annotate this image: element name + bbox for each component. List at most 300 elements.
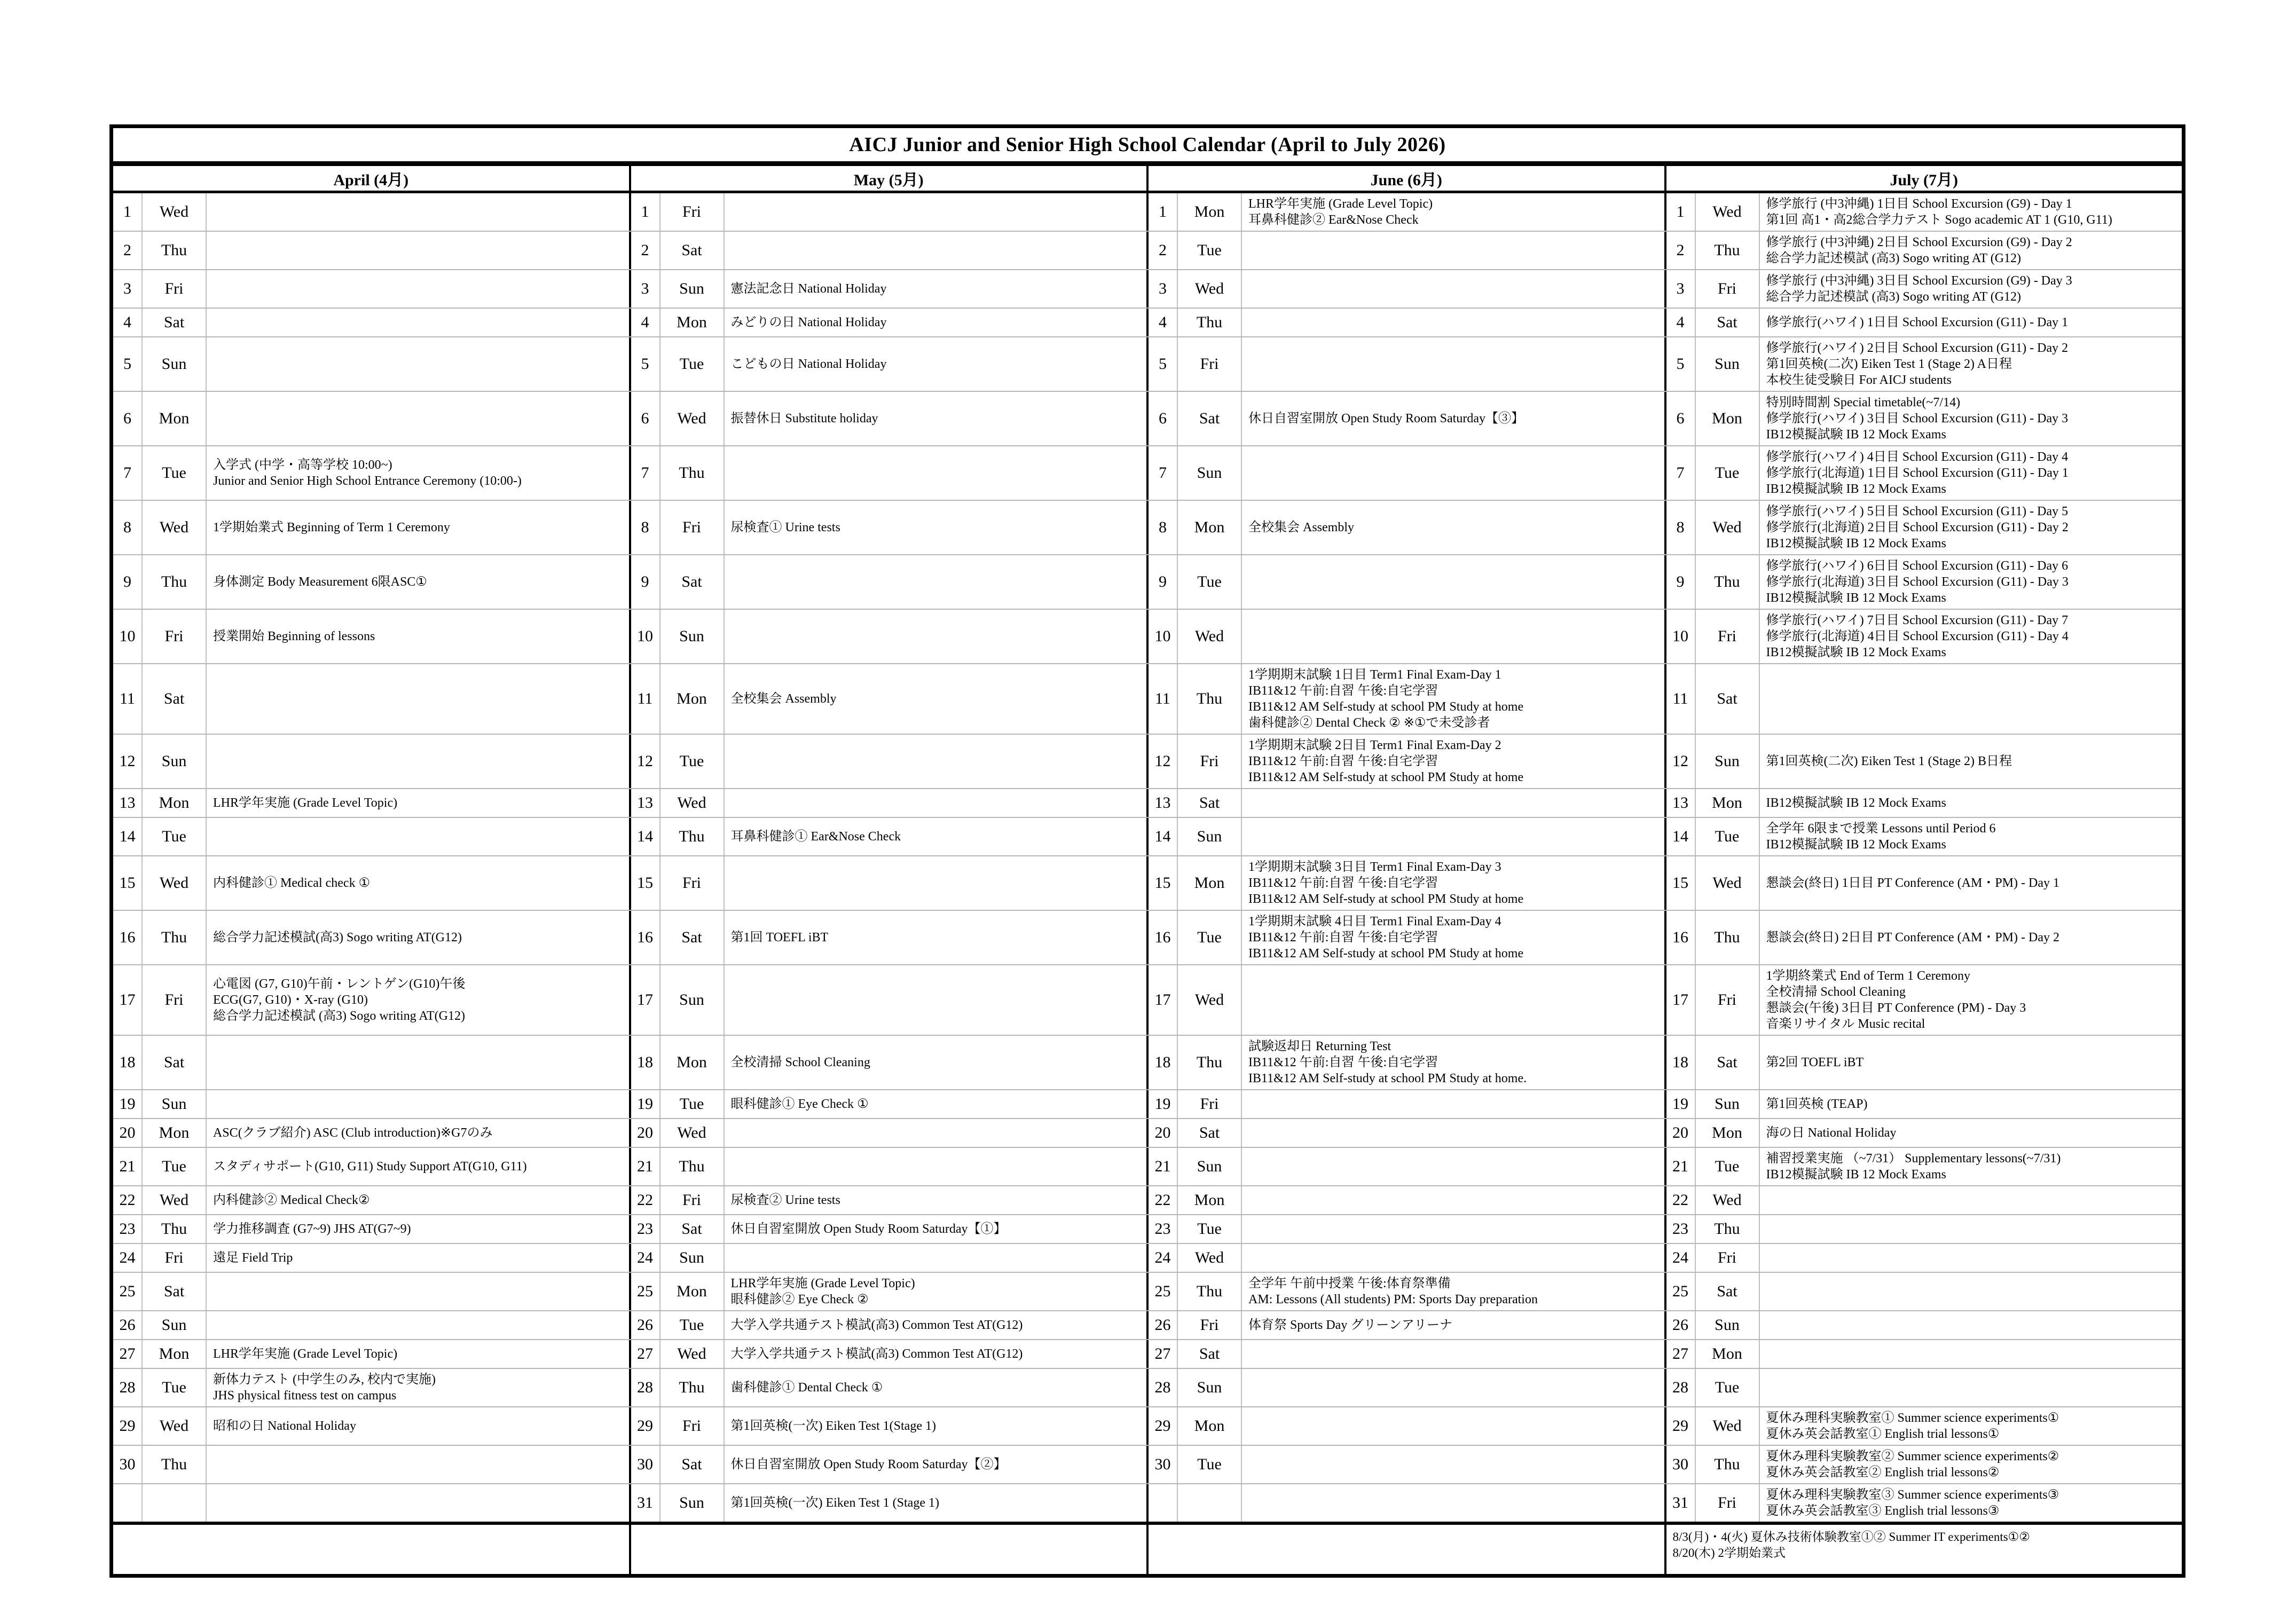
- day-weekday: Sat: [143, 1273, 207, 1310]
- april-day-cell: [113, 1311, 629, 1339]
- day-number: 27: [631, 1340, 661, 1368]
- may-day-cell: [629, 555, 1147, 609]
- may-day-cell: [629, 610, 1147, 663]
- day-number: 26: [113, 1311, 143, 1339]
- july-day-cell: [1664, 911, 2182, 964]
- day-number: 13: [1666, 789, 1696, 817]
- event-text: IB11&12 AM Self-study at school PM Study at home: [1248, 770, 1524, 784]
- day-number: 19: [113, 1090, 143, 1118]
- day-events: [207, 1148, 629, 1185]
- day-events: [207, 1484, 629, 1522]
- event-text: Junior and Senior High School Entrance Ceremony (10:00-): [213, 474, 522, 488]
- day-number: 16: [113, 911, 143, 964]
- day-weekday: Mon: [661, 664, 725, 734]
- july-day-cell: [1664, 789, 2182, 817]
- event-text: 修学旅行(ハワイ) 5日目 School Excursion (G11) - Day 5: [1766, 505, 2069, 518]
- event-text: 修学旅行 (中3沖縄) 2日目 School Excursion (G9) - Day 2: [1766, 235, 2072, 249]
- day-events: [1242, 555, 1664, 609]
- day-weekday: Thu: [143, 911, 207, 964]
- may-day-cell: [629, 1311, 1147, 1339]
- day-weekday: Tue: [1696, 1369, 1760, 1406]
- day-number: 29: [113, 1407, 143, 1445]
- day-number: 28: [1149, 1369, 1178, 1406]
- day-weekday: Thu: [1696, 232, 1760, 269]
- day-number: 2: [113, 232, 143, 269]
- day-weekday: Mon: [661, 1273, 725, 1310]
- day-events: [207, 1119, 629, 1147]
- day-events: [1760, 856, 2182, 910]
- day-number: 10: [631, 610, 661, 663]
- may-day-cell: [629, 911, 1147, 964]
- event-text: IB11&12 午前:自習 午後:自宅学習: [1248, 684, 1438, 698]
- calendar-row-30: [113, 1445, 2182, 1483]
- event-text: 修学旅行(北海道) 4日目 School Excursion (G11) - Day 4: [1766, 629, 2069, 643]
- calendar-row-5: [113, 336, 2182, 391]
- april-day-cell: [113, 1244, 629, 1272]
- july-day-cell: [1664, 1340, 2182, 1368]
- event-text: 1学期始業式 Beginning of Term 1 Ceremony: [213, 521, 450, 534]
- day-weekday: Mon: [1178, 1407, 1242, 1445]
- day-events: [1242, 270, 1664, 308]
- event-text: 大学入学共通テスト模試(高3) Common Test AT(G12): [730, 1347, 1023, 1361]
- event-text: 授業開始 Beginning of lessons: [213, 629, 375, 643]
- day-weekday: Fri: [1178, 337, 1242, 391]
- day-number: 25: [631, 1273, 661, 1310]
- day-events: [725, 1311, 1147, 1339]
- day-weekday: Wed: [1178, 270, 1242, 308]
- july-day-cell: [1664, 1090, 2182, 1118]
- day-events: [207, 1036, 629, 1089]
- day-weekday: Mon: [1696, 392, 1760, 445]
- day-number: 5: [1149, 337, 1178, 391]
- may-day-cell: [629, 1090, 1147, 1118]
- day-events: [1760, 789, 2182, 817]
- event-text: 第1回英検(一次) Eiken Test 1 (Stage 1): [730, 1496, 939, 1510]
- june-day-cell: [1146, 735, 1664, 788]
- day-weekday: Sun: [661, 1244, 725, 1272]
- calendar-row-20: [113, 1118, 2182, 1147]
- day-number: 29: [1666, 1407, 1696, 1445]
- day-weekday: Sat: [661, 911, 725, 964]
- day-events: [725, 1119, 1147, 1147]
- april-day-cell: [113, 446, 629, 500]
- event-text: 夏休み英会話教室② English trial lessons②: [1766, 1466, 2000, 1479]
- calendar-row-13: [113, 788, 2182, 817]
- day-weekday: Fri: [661, 856, 725, 910]
- june-day-cell: [1146, 1407, 1664, 1445]
- day-weekday: Thu: [143, 1446, 207, 1483]
- june-day-cell: [1146, 1311, 1664, 1339]
- event-text: IB12模擬試験 IB 12 Mock Exams: [1766, 645, 1946, 659]
- april-day-cell: [113, 232, 629, 269]
- day-number: 13: [113, 789, 143, 817]
- day-weekday: Wed: [661, 1340, 725, 1368]
- day-events: [725, 1369, 1147, 1406]
- june-day-cell: [1146, 1148, 1664, 1185]
- event-text: 歯科健診② Dental Check ② ※①で未受診者: [1248, 716, 1490, 730]
- day-weekday: Fri: [1178, 735, 1242, 788]
- day-events: [1242, 856, 1664, 910]
- day-events: [725, 446, 1147, 500]
- day-weekday: Mon: [143, 1340, 207, 1368]
- day-weekday: Mon: [143, 789, 207, 817]
- calendar-row-4: [113, 308, 2182, 336]
- day-weekday: Sun: [661, 610, 725, 663]
- day-events: [1760, 1273, 2182, 1310]
- april-day-cell: [113, 735, 629, 788]
- day-weekday: Sat: [143, 664, 207, 734]
- may-day-cell: [629, 1186, 1147, 1214]
- day-number: 7: [1666, 446, 1696, 500]
- event-text: 1学期終業式 End of Term 1 Ceremony: [1766, 969, 1970, 983]
- day-weekday: Mon: [1178, 501, 1242, 554]
- day-events: [1760, 664, 2182, 734]
- day-events: [725, 789, 1147, 817]
- may-day-cell: [629, 1446, 1147, 1483]
- day-events: [1242, 610, 1664, 663]
- june-day-cell: [1146, 911, 1664, 964]
- may-day-cell: [629, 1340, 1147, 1368]
- day-events: [1760, 555, 2182, 609]
- event-text: ASC(クラブ紹介) ASC (Club introduction)※G7のみ: [213, 1126, 493, 1140]
- school-calendar-table: [109, 124, 2185, 1578]
- day-events: [1242, 1407, 1664, 1445]
- event-text: 憲法記念日 National Holiday: [730, 282, 887, 296]
- day-number: 11: [113, 664, 143, 734]
- day-weekday: Sun: [1696, 1090, 1760, 1118]
- day-events: [1760, 735, 2182, 788]
- event-text: 懇談会(終日) 2日目 PT Conference (AM・PM) - Day 2: [1766, 931, 2059, 944]
- day-number: 17: [113, 965, 143, 1035]
- event-text: 修学旅行(ハワイ) 6日目 School Excursion (G11) - Day 6: [1766, 559, 2069, 573]
- day-number: 24: [1666, 1244, 1696, 1272]
- day-weekday: Wed: [1696, 856, 1760, 910]
- day-events: [1242, 1119, 1664, 1147]
- june-day-cell: [1146, 446, 1664, 500]
- day-number: 13: [1149, 789, 1178, 817]
- may-day-cell: [629, 856, 1147, 910]
- june-day-cell: [1146, 555, 1664, 609]
- day-events: [207, 501, 629, 554]
- day-number: 7: [1149, 446, 1178, 500]
- event-text: 本校生徒受験日 For AICJ students: [1766, 373, 1952, 387]
- april-day-cell: [113, 1148, 629, 1185]
- day-events: [1242, 1244, 1664, 1272]
- day-number: [113, 1484, 143, 1522]
- day-events: [725, 232, 1147, 269]
- day-weekday: Mon: [1178, 193, 1242, 231]
- day-weekday: [143, 1484, 207, 1522]
- day-weekday: Wed: [1178, 1244, 1242, 1272]
- day-weekday: Fri: [143, 270, 207, 308]
- event-text: LHR学年実施 (Grade Level Topic): [213, 796, 398, 810]
- day-number: 10: [1666, 610, 1696, 663]
- day-number: 16: [631, 911, 661, 964]
- calendar-row-24: [113, 1243, 2182, 1272]
- july-day-cell: [1664, 337, 2182, 391]
- day-number: 28: [113, 1369, 143, 1406]
- day-weekday: Mon: [661, 1036, 725, 1089]
- april-day-cell: [113, 1186, 629, 1214]
- day-events: [1242, 232, 1664, 269]
- day-number: [1149, 1484, 1178, 1522]
- day-events: [1242, 1090, 1664, 1118]
- day-events: [207, 1369, 629, 1406]
- event-text: 修学旅行(北海道) 3日目 School Excursion (G11) - Day 3: [1766, 575, 2069, 589]
- day-weekday: Sat: [1178, 1119, 1242, 1147]
- day-weekday: Tue: [661, 735, 725, 788]
- april-day-cell: [113, 911, 629, 964]
- day-weekday: Tue: [1696, 818, 1760, 855]
- april-day-cell: [113, 610, 629, 663]
- day-weekday: Tue: [143, 446, 207, 500]
- day-number: 1: [1149, 193, 1178, 231]
- event-text: 休日自習室開放 Open Study Room Saturday【③】: [1248, 412, 1524, 426]
- day-number: 9: [113, 555, 143, 609]
- may-day-cell: [629, 965, 1147, 1035]
- day-weekday: Wed: [661, 1119, 725, 1147]
- event-text: 内科健診② Medical Check②: [213, 1193, 370, 1207]
- day-weekday: Sat: [1178, 392, 1242, 445]
- event-text: IB11&12 午前:自習 午後:自宅学習: [1248, 931, 1438, 944]
- day-number: 9: [631, 555, 661, 609]
- day-number: 1: [631, 193, 661, 231]
- day-weekday: Mon: [1696, 789, 1760, 817]
- july-day-cell: [1664, 555, 2182, 609]
- day-number: 3: [1149, 270, 1178, 308]
- day-events: [1760, 270, 2182, 308]
- day-events: [1242, 911, 1664, 964]
- day-number: 15: [113, 856, 143, 910]
- day-number: 21: [631, 1148, 661, 1185]
- calendar-row-22: [113, 1185, 2182, 1214]
- may-day-cell: [629, 789, 1147, 817]
- day-number: 24: [631, 1244, 661, 1272]
- day-number: 12: [1149, 735, 1178, 788]
- month-header-june: June (6月): [1146, 166, 1664, 191]
- event-text: 休日自習室開放 Open Study Room Saturday【①】: [730, 1222, 1007, 1236]
- june-day-cell: [1146, 1244, 1664, 1272]
- calendar-row-11: [113, 663, 2182, 734]
- day-events: [207, 1273, 629, 1310]
- event-text: 1学期期末試験 4日目 Term1 Final Exam-Day 4: [1248, 915, 1501, 928]
- day-events: [207, 337, 629, 391]
- day-events: [207, 446, 629, 500]
- day-number: 10: [113, 610, 143, 663]
- day-number: 30: [113, 1446, 143, 1483]
- day-weekday: Sun: [143, 1311, 207, 1339]
- footer-cell-may: [629, 1525, 1147, 1574]
- day-events: [725, 555, 1147, 609]
- event-text: 全校清掃 School Cleaning: [730, 1056, 870, 1069]
- day-weekday: Tue: [661, 1311, 725, 1339]
- may-day-cell: [629, 392, 1147, 445]
- july-day-cell: [1664, 1407, 2182, 1445]
- may-day-cell: [629, 193, 1147, 231]
- july-day-cell: [1664, 1036, 2182, 1089]
- day-weekday: Sun: [1178, 446, 1242, 500]
- day-events: [1760, 392, 2182, 445]
- day-weekday: Wed: [143, 856, 207, 910]
- may-day-cell: [629, 270, 1147, 308]
- day-number: 9: [1149, 555, 1178, 609]
- day-weekday: [1178, 1484, 1242, 1522]
- day-events: [1242, 965, 1664, 1035]
- day-number: 26: [631, 1311, 661, 1339]
- day-number: 30: [1666, 1446, 1696, 1483]
- june-day-cell: [1146, 1215, 1664, 1243]
- june-day-cell: [1146, 232, 1664, 269]
- day-number: 19: [1149, 1090, 1178, 1118]
- july-day-cell: [1664, 446, 2182, 500]
- calendar-row-26: [113, 1310, 2182, 1339]
- day-events: [725, 664, 1147, 734]
- event-text: 歯科健診① Dental Check ①: [730, 1381, 883, 1395]
- april-day-cell: [113, 1407, 629, 1445]
- day-number: 23: [113, 1215, 143, 1243]
- day-number: 14: [1149, 818, 1178, 855]
- month-header-april: April (4月): [333, 171, 409, 189]
- june-day-cell: [1146, 501, 1664, 554]
- event-text: 心電図 (G7, G10)午前・レントゲン(G10)午後: [213, 977, 466, 991]
- day-weekday: Wed: [1696, 1407, 1760, 1445]
- day-number: 29: [1149, 1407, 1178, 1445]
- day-events: [1242, 392, 1664, 445]
- day-number: 4: [1666, 309, 1696, 336]
- day-number: 22: [113, 1186, 143, 1214]
- month-header-may: May (5月): [629, 166, 1147, 191]
- day-weekday: Sat: [143, 309, 207, 336]
- april-day-cell: [113, 818, 629, 855]
- day-weekday: Sat: [143, 1036, 207, 1089]
- april-day-cell: [113, 1369, 629, 1406]
- june-day-cell: [1146, 309, 1664, 336]
- event-text: 総合学力記述模試 (高3) Sogo writing AT(G12): [213, 1009, 465, 1023]
- day-weekday: Fri: [1696, 270, 1760, 308]
- day-weekday: Sat: [661, 1446, 725, 1483]
- july-day-cell: [1664, 270, 2182, 308]
- day-number: 23: [1666, 1215, 1696, 1243]
- day-events: [207, 735, 629, 788]
- event-text: 修学旅行 (中3沖縄) 1日目 School Excursion (G9) - Day 1: [1766, 197, 2072, 211]
- event-text: 夏休み英会話教室③ English trial lessons③: [1766, 1504, 2000, 1518]
- day-number: 14: [1666, 818, 1696, 855]
- day-events: [725, 1407, 1147, 1445]
- footer-cell-july: [1664, 1525, 2182, 1574]
- day-number: 17: [1149, 965, 1178, 1035]
- day-number: 22: [631, 1186, 661, 1214]
- event-text: 1学期期末試験 3日目 Term1 Final Exam-Day 3: [1248, 860, 1501, 874]
- event-text: 耳鼻科健診② Ear&Nose Check: [1248, 213, 1419, 227]
- day-weekday: Thu: [661, 818, 725, 855]
- day-number: 12: [1666, 735, 1696, 788]
- may-day-cell: [629, 1369, 1147, 1406]
- calendar-row-8: [113, 500, 2182, 554]
- event-text: 夏休み理科実験教室② Summer science experiments②: [1766, 1450, 2059, 1463]
- page-title: AICJ Junior and Senior High School Calendar (April to July 2026): [849, 133, 1446, 156]
- june-day-cell: [1146, 1036, 1664, 1089]
- may-day-cell: [629, 1215, 1147, 1243]
- day-number: 21: [1149, 1148, 1178, 1185]
- day-weekday: Thu: [1696, 555, 1760, 609]
- calendar-row-31: [113, 1483, 2182, 1522]
- day-events: [207, 911, 629, 964]
- day-events: [725, 1244, 1147, 1272]
- calendar-row-9: [113, 554, 2182, 609]
- april-day-cell: [113, 501, 629, 554]
- day-number: 18: [631, 1036, 661, 1089]
- july-day-cell: [1664, 1186, 2182, 1214]
- day-number: 19: [1666, 1090, 1696, 1118]
- day-weekday: Fri: [1696, 1244, 1760, 1272]
- april-day-cell: [113, 856, 629, 910]
- day-number: 4: [631, 309, 661, 336]
- day-weekday: Wed: [143, 193, 207, 231]
- day-events: [1242, 818, 1664, 855]
- april-day-cell: [113, 1090, 629, 1118]
- day-weekday: Fri: [661, 193, 725, 231]
- day-weekday: Mon: [1696, 1340, 1760, 1368]
- event-text: IB11&12 AM Self-study at school PM Study at home: [1248, 700, 1524, 714]
- day-events: [207, 664, 629, 734]
- day-events: [207, 1407, 629, 1445]
- day-number: 6: [1666, 392, 1696, 445]
- day-weekday: Sun: [661, 965, 725, 1035]
- day-events: [725, 1090, 1147, 1118]
- day-weekday: Thu: [143, 1215, 207, 1243]
- day-weekday: Thu: [1178, 1273, 1242, 1310]
- day-events: [1760, 1369, 2182, 1406]
- footer-note: 8/20(木) 2学期始業式: [1672, 1546, 1786, 1560]
- day-number: 27: [1149, 1340, 1178, 1368]
- day-weekday: Fri: [661, 1186, 725, 1214]
- day-weekday: Tue: [143, 1148, 207, 1185]
- day-events: [1760, 1215, 2182, 1243]
- day-number: 6: [631, 392, 661, 445]
- april-day-cell: [113, 193, 629, 231]
- july-day-cell: [1664, 309, 2182, 336]
- event-text: LHR学年実施 (Grade Level Topic): [213, 1347, 398, 1361]
- calendar-row-1: [113, 193, 2182, 231]
- day-events: [1760, 1036, 2182, 1089]
- event-text: 修学旅行(北海道) 2日目 School Excursion (G11) - Day 2: [1766, 521, 2069, 534]
- day-events: [207, 789, 629, 817]
- day-events: [1242, 1148, 1664, 1185]
- event-text: 夏休み理科実験教室③ Summer science experiments③: [1766, 1488, 2059, 1502]
- day-events: [725, 911, 1147, 964]
- may-day-cell: [629, 1244, 1147, 1272]
- day-events: [1760, 337, 2182, 391]
- day-events: [207, 232, 629, 269]
- day-weekday: Tue: [1696, 1148, 1760, 1185]
- day-events: [725, 392, 1147, 445]
- day-number: 21: [1666, 1148, 1696, 1185]
- day-weekday: Sat: [1696, 309, 1760, 336]
- july-day-cell: [1664, 610, 2182, 663]
- april-day-cell: [113, 1215, 629, 1243]
- day-number: 5: [1666, 337, 1696, 391]
- day-number: 8: [631, 501, 661, 554]
- day-weekday: Thu: [1178, 309, 1242, 336]
- june-day-cell: [1146, 337, 1664, 391]
- event-text: 全校集会 Assembly: [1248, 521, 1354, 534]
- june-day-cell: [1146, 1484, 1664, 1522]
- event-text: 全校清掃 School Cleaning: [1766, 985, 1906, 999]
- day-number: 20: [631, 1119, 661, 1147]
- event-text: 第1回英検(一次) Eiken Test 1(Stage 1): [730, 1419, 936, 1433]
- event-text: 第1回 TOEFL iBT: [730, 931, 829, 944]
- june-day-cell: [1146, 193, 1664, 231]
